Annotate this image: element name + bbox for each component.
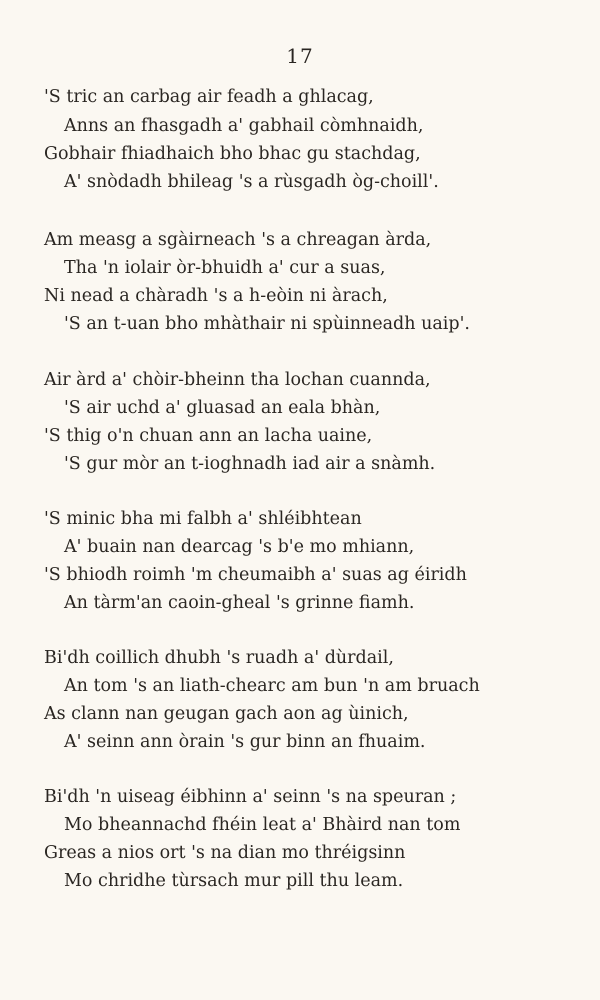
verse-line: 'S air uchd a' gluasad an eala bhàn, bbox=[64, 398, 381, 418]
verse-line: Anns an fhasgadh a' gabhail còmhnaidh, bbox=[64, 116, 424, 136]
verse-line: Am measg a sgàirneach 's a chreagan àrda, bbox=[44, 230, 432, 250]
verse-line: An tom 's an liath-chearc am bun 'n am bruach bbox=[64, 676, 480, 696]
verse-line: 'S minic bha mi falbh a' shléibhtean bbox=[44, 509, 362, 529]
verse-line: Bi'dh coillich dhubh 's ruadh a' dùrdail, bbox=[44, 648, 394, 668]
verse-line: Air àrd a' chòir-bheinn tha lochan cuannda, bbox=[44, 370, 431, 390]
verse-line: 'S an t-uan bho mhàthair ni spùinneadh uaip'. bbox=[64, 314, 470, 334]
verse-line: A' buain nan dearcag 's b'e mo mhiann, bbox=[64, 537, 415, 557]
verse-line: As clann nan geugan gach aon ag ùinich, bbox=[44, 704, 409, 724]
verse-line: Tha 'n iolair òr-bhuidh a' cur a suas, bbox=[64, 258, 386, 278]
verse-line: Ni nead a chàradh 's a h-eòin ni àrach, bbox=[44, 286, 388, 306]
verse-line: Greas a nios ort 's na dian mo thréigsinn bbox=[44, 843, 406, 863]
page-number: 17 bbox=[286, 44, 314, 68]
verse-line: 'S gur mòr an t-ioghnadh iad air a snàmh. bbox=[64, 454, 436, 474]
verse-line: Bi'dh 'n uiseag éibhinn a' seinn 's na speuran ; bbox=[44, 787, 457, 807]
verse-line: A' seinn ann òrain 's gur binn an fhuaim. bbox=[64, 732, 426, 752]
verse-line: 'S thig o'n chuan ann an lacha uaine, bbox=[44, 426, 373, 446]
verse-line: Mo chridhe tùrsach mur pill thu leam. bbox=[64, 871, 404, 891]
verse-line: A' snòdadh bhileag 's a rùsgadh òg-choill'. bbox=[64, 172, 439, 192]
verse-line: 'S bhiodh roimh 'm cheumaibh a' suas ag éiridh bbox=[44, 565, 467, 585]
verse-line: 'S tric an carbag air feadh a ghlacag, bbox=[44, 87, 374, 107]
verse-line: An tàrm'an caoin-gheal 's grinne fiamh. bbox=[64, 593, 415, 613]
verse-line: Gobhair fhiadhaich bho bhac gu stachdag, bbox=[44, 144, 421, 164]
verse-line: Mo bheannachd fhéin leat a' Bhàird nan tom bbox=[64, 815, 461, 835]
